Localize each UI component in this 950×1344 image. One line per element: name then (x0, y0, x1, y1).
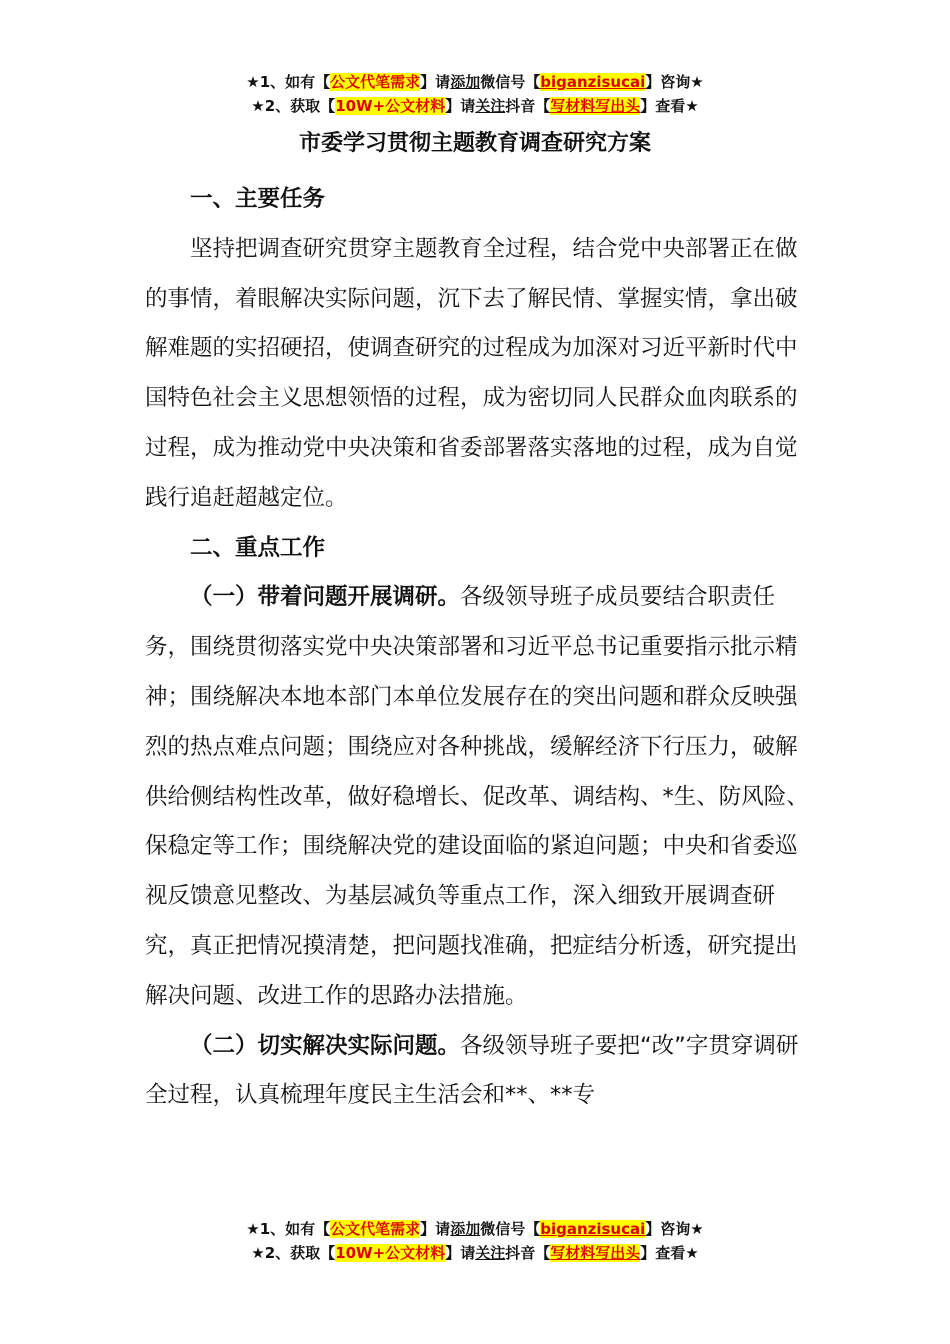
banner-text: ★1、如有【 (246, 73, 331, 91)
banner-highlight: 写材料写出头 (550, 97, 641, 115)
banner-highlight: biganzisucai (540, 1220, 646, 1238)
banner-highlight: 写材料写出头 (550, 1244, 641, 1262)
document-title: 市委学习贯彻主题教育调查研究方案 (298, 131, 651, 156)
item-2-text: 各级领导班子要把“改”字贯穿调研全过程，认真梳理年度民主生活会和**、**专 (145, 1032, 799, 1109)
banner-underline: 关注 (475, 97, 506, 115)
banner-text: 】查看★ (640, 97, 699, 115)
banner-highlight: biganzisucai (540, 73, 646, 91)
banner-text: 】请 (445, 97, 476, 115)
banner-text: ★2、获取【 (251, 97, 336, 115)
item-2-paragraph (145, 1022, 815, 1122)
banner-text: 】咨询★ (645, 1220, 704, 1238)
item-1-text: 各级领导班子成员要结合职责任务，围绕贯彻落实党中央决策部署和习近平总书记重要指示批示精神；围绕解决本地本部门本单位发展存在的突出问题和群众反映强烈的热点难点问题；围绕应对各种挑战，缓解经济下行压力，破解供给侧结构性改革，做好稳增长、促改革、调结构、*生、防风险、保稳定等工作；围绕解决党的建设面临的紧迫问题；中央和省委巡视反馈意见整改、为基层减负等重点工作，深入细致开展调查研究，真正把情况摸清楚，把问题找准确，把症结分析透，研究提出解决问题、改进工作的思路办法措施。 (145, 584, 809, 1009)
banner-text: 微信号【 (480, 1220, 541, 1238)
banner-text: 微信号【 (480, 73, 541, 91)
banner-highlight: 10W+公文材料 (335, 1244, 446, 1262)
banner-highlight: 公文代笔需求 (330, 73, 421, 91)
banner-text: 抖音【 (505, 97, 551, 115)
banner-text: 】查看★ (640, 1244, 699, 1262)
banner-underline: 添加 (450, 1220, 481, 1238)
header-banner (0, 70, 950, 118)
section-2-heading: 二、重点工作 (190, 534, 326, 561)
item-1-paragraph (145, 573, 815, 1021)
banner-highlight: 10W+公文材料 (335, 97, 446, 115)
footer-banner (0, 1217, 950, 1265)
document-body (145, 175, 815, 1121)
banner-text: ★1、如有【 (246, 1220, 331, 1238)
banner-line-1 (0, 1217, 950, 1241)
banner-line-2 (0, 94, 950, 118)
banner-highlight: 公文代笔需求 (330, 1220, 421, 1238)
banner-underline: 关注 (475, 1244, 506, 1262)
banner-line-2 (0, 1241, 950, 1265)
banner-underline: 添加 (450, 73, 481, 91)
banner-text: 】咨询★ (645, 73, 704, 91)
banner-text: 】请 (420, 1220, 451, 1238)
section-1-paragraph: 坚持把调查研究贯穿主题教育全过程，结合党中央部署正在做的事情，着眼解决实际问题，沉下去了解民情、掌握实情，拿出破解难题的实招硬招，使调查研究的过程成为加深对习近平新时代中国特色社会主义思想领悟的过程，成为密切同人民群众血肉联系的过程，成为推动党中央决策和省委部署落实落地的过程，成为自觉践行追赶超越定位。 (145, 235, 798, 511)
banner-text: ★2、获取【 (251, 1244, 336, 1262)
banner-text: 】请 (445, 1244, 476, 1262)
banner-text: 抖音【 (505, 1244, 551, 1262)
item-1-lead: （一）带着问题开展调研。 (190, 584, 461, 611)
section-1-heading: 一、主要任务 (190, 186, 326, 212)
item-2-lead: （二）切实解决实际问题。 (190, 1032, 461, 1059)
banner-line-1 (0, 70, 950, 94)
banner-text: 】请 (420, 73, 451, 91)
